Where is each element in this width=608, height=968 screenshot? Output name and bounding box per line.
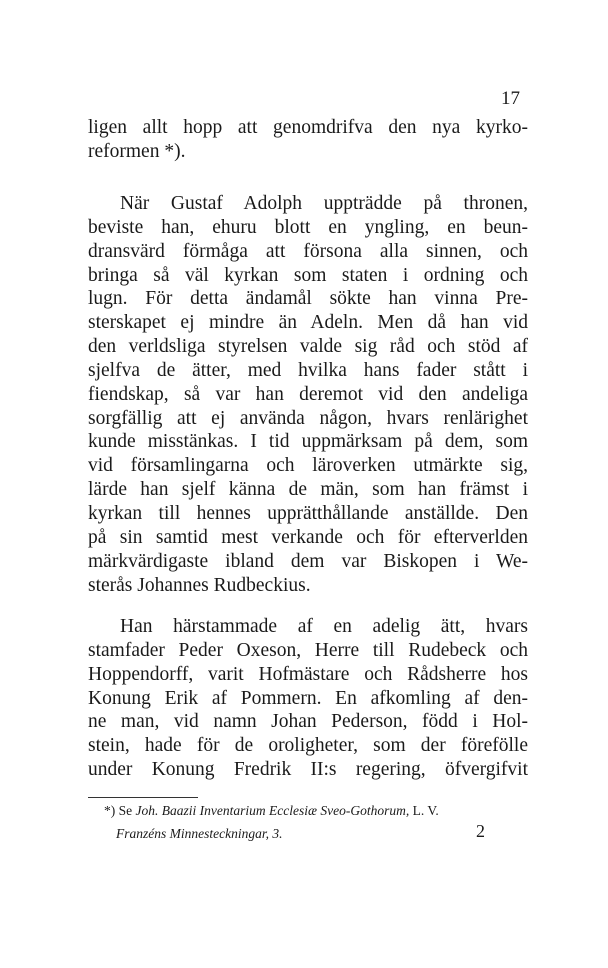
text-line: vid församlingarna och läroverken utmärkte sig, [88,455,528,477]
footnote-divider [88,797,198,798]
text-line: Hoppendorff, varit Hofmästare och Rådsherre hos [88,663,528,685]
text-line: märkvärdigaste ibland dem var Biskopen i We- [88,550,528,572]
text-line: kyrkan till hennes upprätthållande anställde. Den [88,502,528,524]
text-line: stein, hade för de oroligheter, som der förefölle [88,735,528,757]
text-line: sterskapet ej mindre än Adeln. Men då han vid [88,312,528,334]
text-line: fiendskap, så var han deremot vid den andeliga [88,383,528,405]
signature-mark: 2 [476,821,485,841]
text-line: lärde han sjelf känna de män, som han främst i [88,479,528,501]
text-line: sterås Johannes Rudbeckius. [88,574,311,596]
text-line: stamfader Peder Oxeson, Herre till Rudebeck och [88,639,528,661]
text-line: på sin samtid mest verkande och för efterverlden [88,526,528,548]
text-line: När Gustaf Adolph uppträdde på thronen, [120,193,528,214]
text-line: under Konung Fredrik II:s regering, öfvergifvit [88,759,528,781]
footnote-work: Inventarium Ecclesiæ Sveo-Gothorum, [199,803,410,818]
text-line: den verldsliga styrelsen valde sig råd och stöd af [88,336,528,358]
text-line: dransvärd förmåga att försona alla sinnen, och [88,240,528,262]
signature-line: Franzéns Minnesteckningar, 3. [116,826,283,841]
footnote-author: Joh. Baazii [135,803,197,818]
text-line: beviste han, ehuru blott en yngling, en beun- [88,216,528,238]
footnote-marker: *) Se [104,803,133,818]
text-line: Han härstammade af en adelig ätt, hvars [120,616,528,637]
text-line: kunde misstänkas. I tid uppmärksam på dem, som [88,431,528,453]
text-line: sjelfva de ätter, med hvilka hans fader stått i [88,359,528,381]
text-line: lugn. För detta ändamål sökte han vinna Pre- [88,288,528,310]
paragraph-lineage [88,615,528,782]
paragraph-gustaf-adolph [88,192,528,597]
paragraph-continuation [88,116,528,164]
page-number: 17 [501,88,520,109]
footnote [104,800,530,822]
text-line: reformen *). [88,140,186,162]
text-line: bringa så väl kyrkan som staten i ordning och [88,264,528,286]
text-line: sorgfällig att ej använda någon, hvars renlärighet [88,407,528,429]
text-line: ne man, vid namn Johan Pederson, född i Hol- [88,711,528,733]
footnote-suffix: L. V. [412,803,439,818]
text-line: ligen allt hopp att genomdrifva den nya kyrko- [88,117,528,138]
text-line: Konung Erik af Pommern. En afkomling af den- [88,687,528,709]
